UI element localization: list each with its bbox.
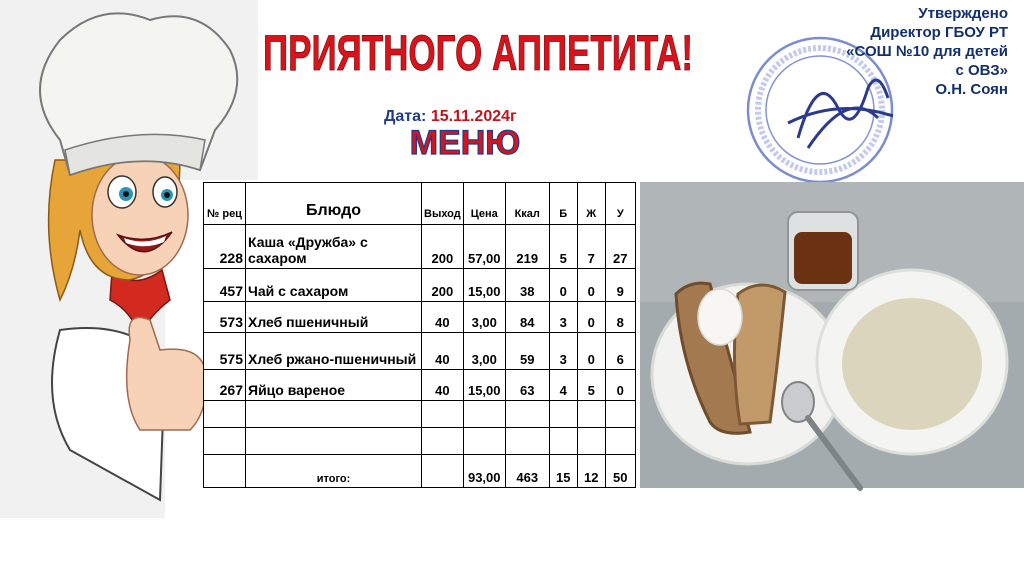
kcal-cell: 63 bbox=[505, 370, 549, 401]
total-kcal: 463 bbox=[505, 455, 549, 488]
zh-cell: 0 bbox=[577, 269, 605, 302]
menu-title bbox=[400, 122, 530, 162]
zh-cell: 5 bbox=[577, 370, 605, 401]
empty-row bbox=[204, 401, 636, 428]
rec-cell: 457 bbox=[204, 269, 246, 302]
boiled-egg bbox=[698, 289, 742, 345]
table-row bbox=[204, 370, 636, 401]
banner-title bbox=[258, 14, 698, 84]
table-row bbox=[204, 225, 636, 269]
zh-cell: 0 bbox=[577, 302, 605, 333]
dish-cell: Чай с сахаром bbox=[246, 269, 422, 302]
rec-cell: 575 bbox=[204, 333, 246, 370]
total-u: 50 bbox=[605, 455, 635, 488]
price-cell: 57,00 bbox=[463, 225, 505, 269]
approval-block bbox=[748, 4, 1008, 99]
header-u: У bbox=[605, 183, 635, 225]
price-cell: 3,00 bbox=[463, 302, 505, 333]
b-cell: 4 bbox=[549, 370, 577, 401]
kcal-cell: 219 bbox=[505, 225, 549, 269]
menu-title-text: МЕНЮ bbox=[409, 124, 521, 162]
header-output: Выход bbox=[422, 183, 464, 225]
date-label: Дата: bbox=[384, 108, 427, 125]
dish-cell: Яйцо вареное bbox=[246, 370, 422, 401]
output-cell: 200 bbox=[422, 269, 464, 302]
header-rec: № рец bbox=[204, 183, 246, 225]
table-row bbox=[204, 333, 636, 370]
price-cell: 15,00 bbox=[463, 370, 505, 401]
header-kcal: Ккал bbox=[505, 183, 549, 225]
b-cell: 5 bbox=[549, 225, 577, 269]
kcal-cell: 59 bbox=[505, 333, 549, 370]
header-b: Б bbox=[549, 183, 577, 225]
approval-line: Утверждено bbox=[918, 5, 1008, 22]
header-dish: Блюдо bbox=[246, 183, 422, 225]
rec-cell: 573 bbox=[204, 302, 246, 333]
rec-cell: 228 bbox=[204, 225, 246, 269]
b-cell: 3 bbox=[549, 333, 577, 370]
approval-line: «СОШ №10 для детей bbox=[846, 43, 1008, 60]
b-cell: 3 bbox=[549, 302, 577, 333]
banner-text: ПРИЯТНОГО АППЕТИТА! bbox=[263, 25, 693, 81]
tea bbox=[794, 232, 852, 284]
total-price: 93,00 bbox=[463, 455, 505, 488]
approval-line: О.Н. Соян bbox=[935, 81, 1008, 98]
zh-cell: 0 bbox=[577, 333, 605, 370]
total-label: итого: bbox=[246, 455, 422, 488]
table-row bbox=[204, 269, 636, 302]
u-cell: 27 bbox=[605, 225, 635, 269]
u-cell: 8 bbox=[605, 302, 635, 333]
output-cell: 40 bbox=[422, 302, 464, 333]
header-zh: Ж bbox=[577, 183, 605, 225]
u-cell: 0 bbox=[605, 370, 635, 401]
porridge bbox=[842, 298, 982, 430]
price-cell: 15,00 bbox=[463, 269, 505, 302]
u-cell: 6 bbox=[605, 333, 635, 370]
empty-row bbox=[204, 428, 636, 455]
approval-line: с ОВЗ» bbox=[955, 62, 1008, 79]
kcal-cell: 38 bbox=[505, 269, 549, 302]
rec-cell: 267 bbox=[204, 370, 246, 401]
output-cell: 40 bbox=[422, 370, 464, 401]
total-zh: 12 bbox=[577, 455, 605, 488]
header-price: Цена bbox=[463, 183, 505, 225]
dish-cell: Хлеб ржано-пшеничный bbox=[246, 333, 422, 370]
kcal-cell: 84 bbox=[505, 302, 549, 333]
food-photo bbox=[640, 182, 1024, 488]
price-cell: 3,00 bbox=[463, 333, 505, 370]
menu-table bbox=[203, 182, 636, 488]
zh-cell: 7 bbox=[577, 225, 605, 269]
date-value: 15.11.2024г bbox=[430, 108, 517, 125]
b-cell: 0 bbox=[549, 269, 577, 302]
output-cell: 200 bbox=[422, 225, 464, 269]
table-row bbox=[204, 302, 636, 333]
dish-cell: Каша «Дружба» с сахаром bbox=[246, 225, 422, 269]
table-header-row bbox=[204, 183, 636, 225]
total-row bbox=[204, 455, 636, 488]
u-cell: 9 bbox=[605, 269, 635, 302]
output-cell: 40 bbox=[422, 333, 464, 370]
approval-line: Директор ГБОУ РТ bbox=[870, 24, 1008, 41]
dish-cell: Хлеб пшеничный bbox=[246, 302, 422, 333]
total-b: 15 bbox=[549, 455, 577, 488]
